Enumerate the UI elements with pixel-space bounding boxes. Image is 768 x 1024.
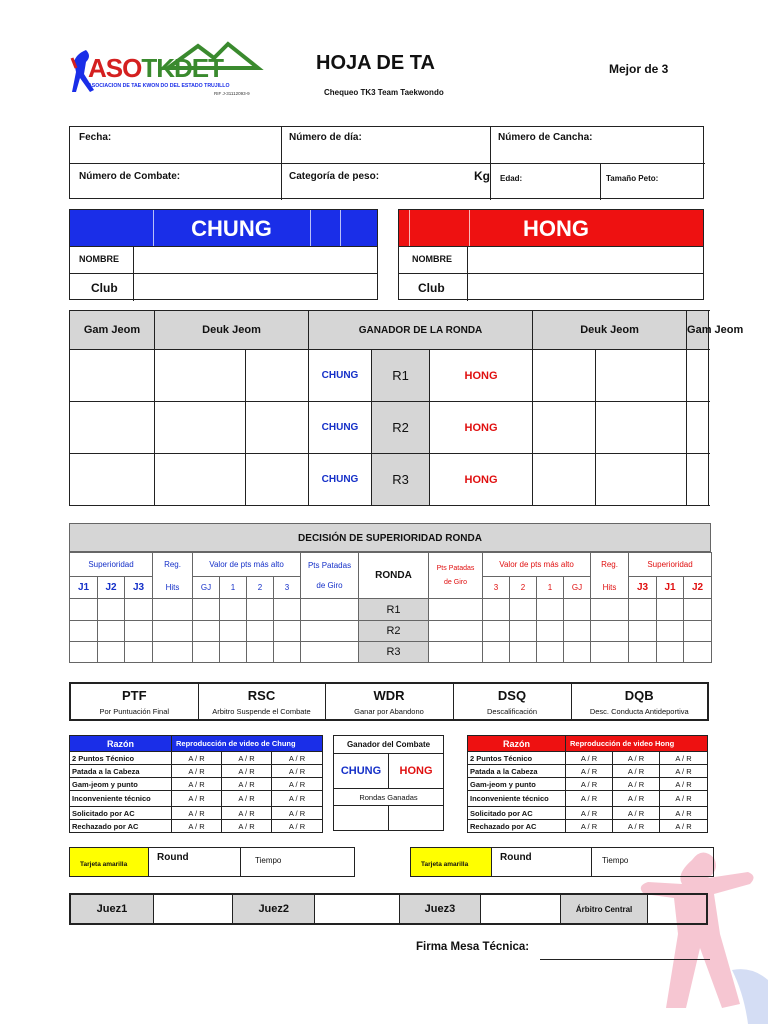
round-winner-hong-r2[interactable]: HONG [430, 402, 533, 454]
hong-block [398, 209, 704, 300]
sup-cell[interactable] [537, 599, 564, 621]
gam-jeom-chung-r2[interactable] [70, 402, 155, 454]
logo-rif: RIF J-31112093-9 [214, 91, 250, 96]
page-title: HOJA DE TA [316, 52, 435, 74]
sup-cell[interactable] [193, 599, 220, 621]
val-left-2: 2 [247, 577, 274, 599]
round-label-r1: R1 [372, 350, 430, 402]
round-winner-chung-r2[interactable]: CHUNG [309, 402, 372, 454]
rondas-ganadas-chung[interactable] [334, 806, 389, 831]
reason-hong-2: Patada a la Cabeza [468, 765, 566, 778]
ar-cell[interactable]: A / R [566, 765, 613, 778]
ganador-hong[interactable]: HONG [389, 754, 444, 789]
ar-cell[interactable]: A / R [613, 820, 660, 833]
sup-cell[interactable] [274, 599, 301, 621]
gam-jeom-chung-r3[interactable] [70, 454, 155, 506]
ar-cell[interactable]: A / R [222, 820, 272, 833]
deuk-jeom-hong-r1-b[interactable] [596, 350, 687, 402]
ar-cell[interactable]: A / R [172, 791, 222, 807]
tarjeta-amarilla-chung-label: Tarjeta amarilla [70, 848, 149, 877]
superiority-title: DECISIÓN DE SUPERIORIDAD RONDA [69, 523, 711, 552]
decision-wdr-desc: Ganar por Abandono [354, 706, 424, 716]
sup-cell[interactable] [483, 599, 510, 621]
sup-cell[interactable] [629, 599, 657, 621]
decision-dsq-code: DSQ [497, 687, 527, 703]
pts-patadas-right-label [429, 553, 483, 599]
round-winner-hong-r3[interactable]: HONG [430, 454, 533, 506]
tarjeta-amarilla-hong-label: Tarjeta amarilla [411, 848, 492, 877]
logo-aso: ASO [88, 53, 142, 83]
video-hong-header: Reproducción de video Hong [566, 736, 708, 752]
deuk-jeom-chung-r1-a[interactable] [155, 350, 246, 402]
page-subtitle: Chequeo TK3 Team Taekwondo [324, 88, 444, 97]
deuk-jeom-chung-r3-a[interactable] [155, 454, 246, 506]
sup-cell[interactable] [591, 642, 629, 663]
juez2-label: Juez2 [233, 894, 315, 924]
sup-cell[interactable] [483, 621, 510, 642]
sup-cell[interactable] [684, 621, 712, 642]
de-giro-right-text: de Giro [444, 578, 467, 586]
ar-cell[interactable]: A / R [272, 807, 323, 820]
sup-cell[interactable] [684, 599, 712, 621]
sup-cell[interactable] [429, 642, 483, 663]
header-deuk-jeom-left: Deuk Jeom [155, 311, 309, 350]
deuk-jeom-chung-r2-a[interactable] [155, 402, 246, 454]
round-label-r3: R3 [372, 454, 430, 506]
sup-cell[interactable] [274, 621, 301, 642]
round-row-3 [70, 454, 709, 506]
sup-cell[interactable] [274, 642, 301, 663]
sup-cell[interactable] [301, 642, 359, 663]
header-deuk-jeom-right: Deuk Jeom [533, 311, 687, 350]
chung-club-label: Club [91, 281, 118, 295]
val-right-2: 1 [537, 577, 564, 599]
info-box [69, 126, 704, 199]
decision-dsq-desc: Descalificación [486, 706, 538, 716]
juez1-label: Juez1 [70, 894, 153, 924]
ganador-chung[interactable]: CHUNG [334, 754, 389, 789]
pts-patadas-left-label [301, 553, 359, 599]
ar-cell[interactable]: A / R [660, 791, 708, 807]
kg-label: Kg [474, 169, 490, 183]
deuk-jeom-chung-r1-b[interactable] [246, 350, 309, 402]
juez1-input[interactable] [153, 894, 232, 924]
ar-cell[interactable]: A / R [272, 820, 323, 833]
sup-round-r3: R3 [359, 642, 429, 663]
val-left-1: 1 [220, 577, 247, 599]
gam-jeom-hong-r2[interactable] [687, 402, 709, 454]
ar-cell[interactable]: A / R [566, 791, 613, 807]
round-hong-field[interactable]: Round [492, 848, 592, 877]
header-ganador-ronda: GANADOR DE LA RONDA [309, 311, 533, 350]
chung-nombre-input[interactable] [134, 247, 377, 273]
valor-right-label: Valor de pts más alto [483, 553, 591, 577]
val-left-0: GJ [193, 577, 220, 599]
decision-dqb-code: DQB [624, 687, 654, 703]
sup-cell[interactable] [220, 599, 247, 621]
val-left-3: 3 [274, 577, 301, 599]
sup-cell[interactable] [429, 621, 483, 642]
j-right-2: J1 [657, 577, 684, 599]
best-of-label: Mejor de 3 [609, 62, 669, 76]
decision-types [69, 682, 709, 721]
categoria-peso-field[interactable]: Categoría de peso: [289, 171, 380, 182]
pts-patadas-right-text: Pts Patadas [436, 564, 475, 572]
video-chung-header: Reproducción de video de Chung [172, 736, 323, 752]
ar-cell[interactable]: A / R [172, 807, 222, 820]
chung-block [69, 209, 378, 300]
chung-title: CHUNG [191, 216, 272, 241]
gam-jeom-hong-r3[interactable] [687, 454, 709, 506]
ar-cell[interactable]: A / R [172, 752, 222, 765]
ar-cell[interactable]: A / R [613, 807, 660, 820]
gam-jeom-chung-r1[interactable] [70, 350, 155, 402]
sup-cell[interactable] [657, 621, 684, 642]
rounds-table [69, 310, 744, 506]
reason-chung-6: Rechazado por AC [70, 820, 172, 833]
ar-cell[interactable]: A / R [272, 765, 323, 778]
j-left-2: J2 [98, 577, 125, 599]
ar-cell[interactable]: A / R [566, 807, 613, 820]
ar-cell[interactable]: A / R [272, 752, 323, 765]
sup-cell[interactable] [220, 621, 247, 642]
decision-ptf[interactable] [70, 683, 198, 720]
j-right-3: J2 [684, 577, 712, 599]
ar-cell[interactable]: A / R [660, 765, 708, 778]
sup-cell[interactable] [684, 642, 712, 663]
ar-cell[interactable]: A / R [222, 807, 272, 820]
sup-cell[interactable] [510, 599, 537, 621]
reason-chung-1: 2 Puntos Técnico [70, 752, 172, 765]
pts-patadas-left-text: Pts Patadas [307, 560, 352, 570]
ar-cell[interactable]: A / R [172, 765, 222, 778]
sup-cell[interactable] [657, 599, 684, 621]
tiempo-chung-field[interactable]: Tiempo [241, 848, 355, 877]
firma-line[interactable] [540, 959, 710, 960]
round-chung-field[interactable]: Round [149, 848, 241, 877]
sup-cell[interactable] [483, 642, 510, 663]
sup-cell[interactable] [247, 642, 274, 663]
superiority-row-r3 [70, 642, 712, 663]
round-winner-chung-r1[interactable]: CHUNG [309, 350, 372, 402]
hits-left-label: Hits [153, 577, 193, 599]
ar-cell[interactable]: A / R [566, 820, 613, 833]
val-right-1: 2 [510, 577, 537, 599]
fecha-field[interactable]: Fecha: [79, 132, 112, 143]
sup-cell[interactable] [125, 621, 153, 642]
ar-cell[interactable]: A / R [613, 778, 660, 791]
sup-cell[interactable] [537, 621, 564, 642]
sup-cell[interactable] [193, 642, 220, 663]
deuk-jeom-hong-r2-a[interactable] [533, 402, 596, 454]
j-left-3: J3 [125, 577, 153, 599]
logo-tkdet: TKDET [141, 53, 224, 83]
decision-dqb-desc: Desc. Conducta Antideportiva [589, 706, 689, 716]
hong-club-label: Club [418, 281, 445, 295]
razon-hong-header: Razón [468, 736, 566, 752]
decision-rsc-code: RSC [247, 687, 276, 703]
deuk-jeom-hong-r1-a[interactable] [533, 350, 596, 402]
ar-cell[interactable]: A / R [272, 791, 323, 807]
ar-cell[interactable]: A / R [222, 752, 272, 765]
hong-nombre-label: NOMBRE [412, 254, 452, 264]
decision-dsq[interactable] [453, 683, 571, 720]
logo [68, 42, 258, 106]
sup-cell[interactable] [98, 599, 125, 621]
deuk-jeom-chung-r3-b[interactable] [246, 454, 309, 506]
ar-cell[interactable]: A / R [222, 765, 272, 778]
sup-cell[interactable] [429, 599, 483, 621]
superiority-row-r1 [70, 599, 712, 621]
deuk-jeom-chung-r2-b[interactable] [246, 402, 309, 454]
reason-hong-4: Inconveniente técnico [468, 791, 566, 807]
ar-cell[interactable]: A / R [222, 778, 272, 791]
juez3-input[interactable] [481, 894, 561, 924]
sup-cell[interactable] [98, 621, 125, 642]
de-giro-left-text: de Giro [316, 580, 343, 590]
chung-club-input[interactable] [134, 274, 377, 300]
judges-table [69, 893, 708, 925]
superiority-row-r2 [70, 621, 712, 642]
sup-cell[interactable] [591, 621, 629, 642]
sup-round-r1: R1 [359, 599, 429, 621]
numero-dia-field[interactable]: Número de día: [289, 132, 362, 143]
ar-cell[interactable]: A / R [660, 820, 708, 833]
tarjeta-amarilla-chung [69, 847, 355, 877]
reason-hong-6: Rechazado por AC [468, 820, 566, 833]
ar-cell[interactable]: A / R [613, 765, 660, 778]
ronda-header: RONDA [359, 553, 429, 599]
sup-cell[interactable] [510, 642, 537, 663]
deuk-jeom-hong-r3-a[interactable] [533, 454, 596, 506]
hits-right-label: Hits [591, 577, 629, 599]
sup-cell[interactable] [193, 621, 220, 642]
tiempo-hong-field[interactable]: Tiempo [592, 848, 714, 877]
sup-cell[interactable] [564, 621, 591, 642]
val-right-0: 3 [483, 577, 510, 599]
reason-hong-5: Solicitado por AC [468, 807, 566, 820]
numero-cancha-field[interactable]: Número de Cancha: [498, 132, 593, 143]
tamano-peto-field[interactable]: Tamaño Peto: [606, 174, 659, 183]
reason-hong-3: Gam-jeom y punto [468, 778, 566, 791]
ar-cell[interactable]: A / R [172, 820, 222, 833]
reason-hong-1: 2 Puntos Técnico [468, 752, 566, 765]
ar-cell[interactable]: A / R [172, 778, 222, 791]
juez2-input[interactable] [315, 894, 399, 924]
juez3-label: Juez3 [399, 894, 480, 924]
ar-cell[interactable]: A / R [566, 752, 613, 765]
reason-chung-5: Solicitado por AC [70, 807, 172, 820]
razon-chung-header: Razón [70, 736, 172, 752]
reg-right-label: Reg. [591, 553, 629, 577]
val-right-3: GJ [564, 577, 591, 599]
rondas-ganadas-hong[interactable] [389, 806, 444, 831]
sup-cell[interactable] [510, 621, 537, 642]
edad-field[interactable]: Edad: [500, 174, 523, 183]
ar-cell[interactable]: A / R [660, 752, 708, 765]
superiority-table [69, 552, 712, 663]
sup-cell[interactable] [220, 642, 247, 663]
sup-cell[interactable] [537, 642, 564, 663]
sup-cell[interactable] [125, 642, 153, 663]
hong-title: HONG [523, 216, 589, 241]
header-gam-jeom-left: Gam Jeom [70, 311, 155, 350]
decision-wdr-code: WDR [373, 687, 405, 703]
ganador-combate [333, 735, 444, 831]
valor-left-label: Valor de pts más alto [193, 553, 301, 577]
decision-wdr[interactable] [325, 683, 453, 720]
round-row-2 [70, 402, 709, 454]
logo-line1: ASOCIACION DE TAE KWON DO DEL ESTADO TRUJILLO [88, 83, 230, 89]
rondas-ganadas-label: Rondas Ganadas [334, 789, 444, 806]
sup-cell[interactable] [629, 642, 657, 663]
tarjeta-amarilla-hong [410, 847, 714, 877]
sup-cell[interactable] [125, 599, 153, 621]
arbitro-central-input[interactable] [647, 894, 707, 924]
j-right-1: J3 [629, 577, 657, 599]
sup-cell[interactable] [153, 642, 193, 663]
numero-combate-field[interactable]: Número de Combate: [79, 171, 181, 182]
superiority-section [69, 523, 711, 665]
sup-cell[interactable] [247, 621, 274, 642]
sup-cell[interactable] [70, 642, 98, 663]
sup-cell[interactable] [564, 599, 591, 621]
decision-ptf-code: PTF [121, 687, 147, 703]
sup-cell[interactable] [247, 599, 274, 621]
decision-ptf-desc: Por Puntuación Final [99, 706, 170, 716]
sup-cell[interactable] [564, 642, 591, 663]
reason-chung-3: Gam-jeom y punto [70, 778, 172, 791]
superioridad-right-label: Superioridad [629, 553, 712, 577]
deuk-jeom-hong-r2-b[interactable] [596, 402, 687, 454]
sup-round-r2: R2 [359, 621, 429, 642]
video-review-hong [467, 735, 708, 833]
ar-cell[interactable]: A / R [613, 752, 660, 765]
ganador-combate-title: Ganador del Combate [334, 736, 444, 754]
decision-dqb[interactable] [571, 683, 708, 720]
chung-nombre-label: NOMBRE [79, 254, 119, 264]
sup-cell[interactable] [301, 621, 359, 642]
ar-cell[interactable]: A / R [660, 807, 708, 820]
video-review-chung [69, 735, 323, 833]
sup-cell[interactable] [153, 599, 193, 621]
superioridad-left-label: Superioridad [70, 553, 153, 577]
firma-mesa-tecnica-label: Firma Mesa Técnica: [416, 941, 530, 953]
sup-cell[interactable] [70, 621, 98, 642]
round-winner-chung-r3[interactable]: CHUNG [309, 454, 372, 506]
sup-cell[interactable] [98, 642, 125, 663]
sup-cell[interactable] [301, 599, 359, 621]
hong-nombre-input[interactable] [468, 247, 703, 273]
ar-cell[interactable]: A / R [566, 778, 613, 791]
deuk-jeom-hong-r3-b[interactable] [596, 454, 687, 506]
round-winner-hong-r1[interactable]: HONG [430, 350, 533, 402]
reason-chung-4: Inconveniente técnico [70, 791, 172, 807]
decision-rsc[interactable] [198, 683, 325, 720]
sup-cell[interactable] [153, 621, 193, 642]
j-left-1: J1 [70, 577, 98, 599]
arbitro-central-label: Árbitro Central [561, 894, 647, 924]
header-gam-jeom-right: Gam Jeom [687, 311, 709, 350]
sup-cell[interactable] [629, 621, 657, 642]
round-row-1 [70, 350, 709, 402]
hong-club-input[interactable] [468, 274, 703, 300]
decision-rsc-desc: Arbitro Suspende el Combate [212, 706, 311, 716]
sup-cell[interactable] [591, 599, 629, 621]
sup-cell[interactable] [70, 599, 98, 621]
ar-cell[interactable]: A / R [222, 791, 272, 807]
gam-jeom-hong-r1[interactable] [687, 350, 709, 402]
round-label-r2: R2 [372, 402, 430, 454]
sup-cell[interactable] [657, 642, 684, 663]
reason-chung-2: Patada a la Cabeza [70, 765, 172, 778]
ar-cell[interactable]: A / R [660, 778, 708, 791]
ar-cell[interactable]: A / R [272, 778, 323, 791]
ar-cell[interactable]: A / R [613, 791, 660, 807]
reg-left-label: Reg. [153, 553, 193, 577]
